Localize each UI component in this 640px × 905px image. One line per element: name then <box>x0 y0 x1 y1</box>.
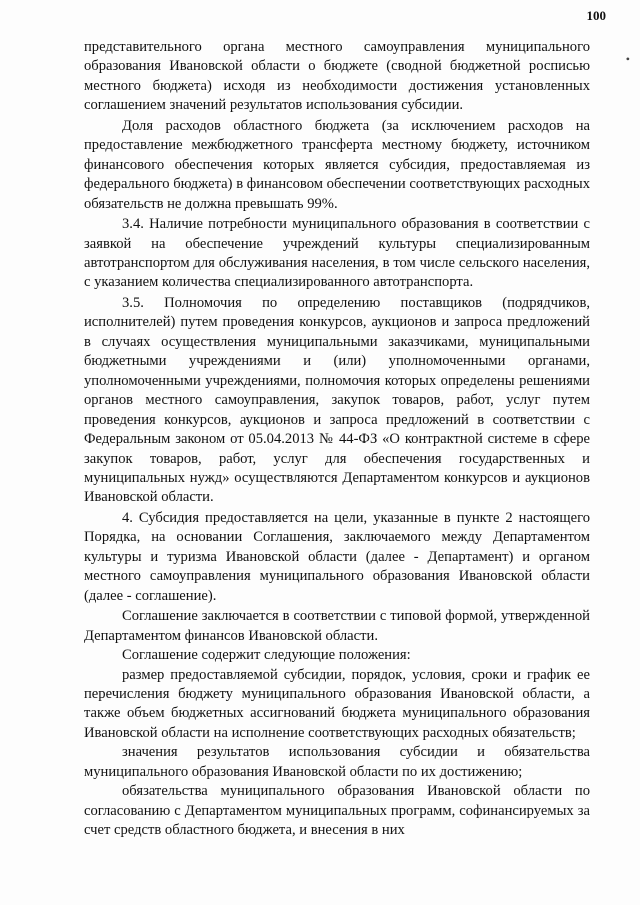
page-number: 100 <box>586 8 606 23</box>
paragraph-agreement-form: Соглашение заключается в соответствии с типовой формой, утвержденной Департаментом финансов Ивановской области. <box>84 608 590 644</box>
paragraph-4: 4. Субсидия предоставляется на цели, указанные в пункте 2 настоящего Порядка, на основании Соглашения, заключаемого между Департаментом культуры и туризма Ивановской области (далее - Департамент) и органом местного самоуправления муниципального образования Ивановской области (далее - соглашение). <box>84 509 590 604</box>
list-item-subsidy-amount: размер предоставляемой субсидии, порядок, условия, сроки и график ее перечисления бюджету муниципального образования Ивановской области, а также объем бюджетных ассигнований бюджета муниципального образования Ивановской области на исполнение соответствующих расходных обязательств; <box>84 666 590 741</box>
paragraph-continuation: представительного органа местного самоуправления муниципального образования Ивановской области о бюджете (сводной бюджетной росписью местного бюджета) исходя из необходимости достижения установленных соглашением значений результатов использования субсидии. <box>84 39 590 114</box>
paragraph-agreement-contents: Соглашение содержит следующие положения: <box>122 647 411 664</box>
paragraph-3-4: 3.4. Наличие потребности муниципального образования в соответствии с заявкой на обеспечение учреждений культуры специализированным автотранспортом для обслуживания населения, в том числе сельского населения, с указанием количества специализированного автотранспорта. <box>84 216 590 291</box>
list-item-results-values: значения результатов использования субсидии и обязательства муниципального образования Ивановской области по их достижению; <box>84 744 590 780</box>
edge-mark: • <box>625 52 630 66</box>
paragraph-budget-share: Доля расходов областного бюджета (за исключением расходов на предоставление межбюджетного трансферта местному бюджету, источником финансового обеспечения которых является субсидия, предоставляемая из федерального бюджета) в финансовом обеспечении соответствующих расходных обязательств не должна превышать 99%. <box>84 117 590 212</box>
document-body <box>84 38 590 841</box>
paragraph-3-5: 3.5. Полномочия по определению поставщиков (подрядчиков, исполнителей) путем проведения конкурсов, аукционов и запроса предложений в случаях осуществления муниципальными заказчиками, муниципальными бюджетными учреждениями и (или) уполномоченными органами, уполномоченными учреждениями, полномочия которых определены решениями органов местного самоуправления, закупок товаров, работ, услуг путем проведения конкурсов, аукционов и запроса предложений в соответствии с Федеральным законом от 05.04.2013 № 44-ФЗ «О контрактной системе в сфере закупок товаров, работ, услуг для обеспечения государственных и муниципальных нужд» осуществляются Департаментом конкурсов и аукционов Ивановской области. <box>84 294 590 506</box>
list-item-obligations: обязательства муниципального образования Ивановской области по согласованию с Департаментом муниципальных программ, софинансируемых за счет средств областного бюджета, и внесения в них <box>84 783 590 839</box>
